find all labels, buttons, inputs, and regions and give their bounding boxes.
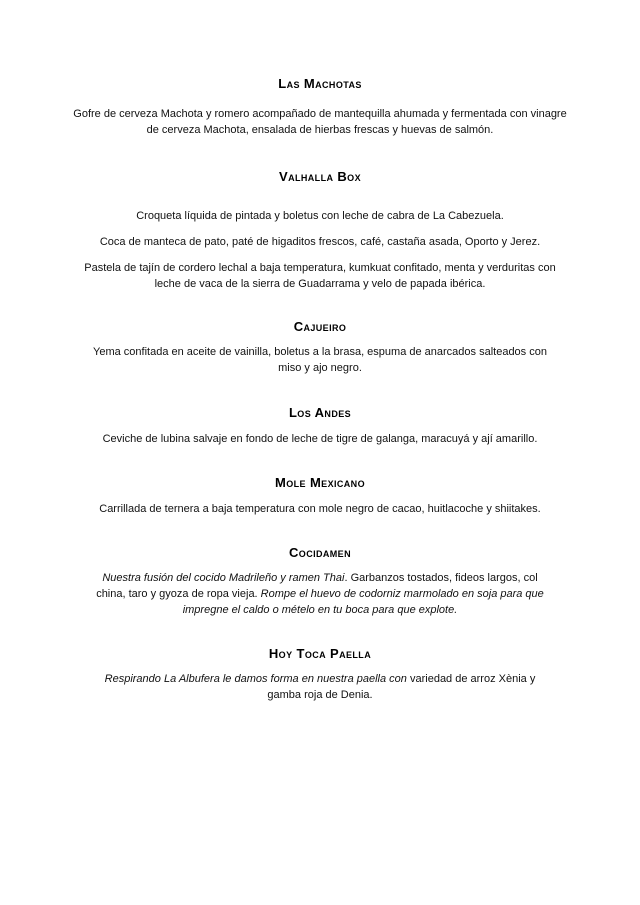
menu-section-las-machotas	[60, 76, 580, 138]
menu-section-mole-mexicano	[60, 475, 580, 517]
dish-description: Yema confitada en aceite de vainilla, boletus a la brasa, espuma de anarcados salteados con miso y ajo negro.	[93, 346, 547, 374]
section-title: Mole Mexicano	[275, 475, 365, 490]
section-title: Cocidamen	[289, 545, 351, 560]
dish-description-italic: Rompe el huevo de codorniz marmolado en soja para que impregne el caldo o mételo en tu boca para que explote.	[182, 588, 544, 616]
dish-description	[60, 570, 580, 618]
menu-section-cocidamen	[60, 545, 580, 618]
dish-description: Pastela de tajín de cordero lechal a baja temperatura, kumkuat confitado, menta y verduritas con leche de vaca de la sierra de Guadarrama y velo de papada ibérica.	[84, 262, 556, 290]
dish-description	[60, 671, 580, 703]
section-title: Hoy Toca Paella	[268, 646, 372, 661]
menu-section-los-andes	[60, 405, 580, 447]
menu-section-valhalla-box	[60, 169, 580, 292]
section-title: Valhalla Box	[279, 169, 361, 184]
section-title: Los Andes	[288, 405, 352, 420]
dish-description: Coca de manteca de pato, paté de higaditos frescos, café, castaña asada, Oporto y Jerez.	[99, 236, 541, 248]
menu-section-hoy-toca-paella	[60, 646, 580, 703]
dish-description: Gofre de cerveza Machota y romero acompañado de mantequilla ahumada y fermentada con vinagre de cerveza Machota, ensalada de hierbas frescas y huevas de salmón.	[73, 108, 567, 136]
dish-description-italic: Nuestra fusión del cocido Madrileño y ramen Thai	[102, 572, 345, 584]
dish-description: Croqueta líquida de pintada y boletus con leche de cabra de La Cabezuela.	[136, 210, 504, 222]
section-title: Las Machotas	[278, 76, 362, 91]
dish-description-italic: Respirando La Albufera le damos forma en nuestra paella con	[104, 673, 407, 685]
menu-section-cajueiro	[60, 319, 580, 376]
dish-description: Carrillada de ternera a baja temperatura con mole negro de cacao, huitlacoche y shiitakes.	[99, 503, 541, 515]
dish-description-regular: variedad de arroz Xènia y gamba roja de Denia.	[267, 673, 536, 701]
section-title: Cajueiro	[293, 319, 347, 334]
dish-description-regular: . Garbanzos tostados, fideos largos, col china, taro y gyoza de ropa vieja.	[96, 572, 538, 600]
dish-description: Ceviche de lubina salvaje en fondo de leche de tigre de galanga, maracuyá y ají amarillo.	[102, 433, 538, 445]
